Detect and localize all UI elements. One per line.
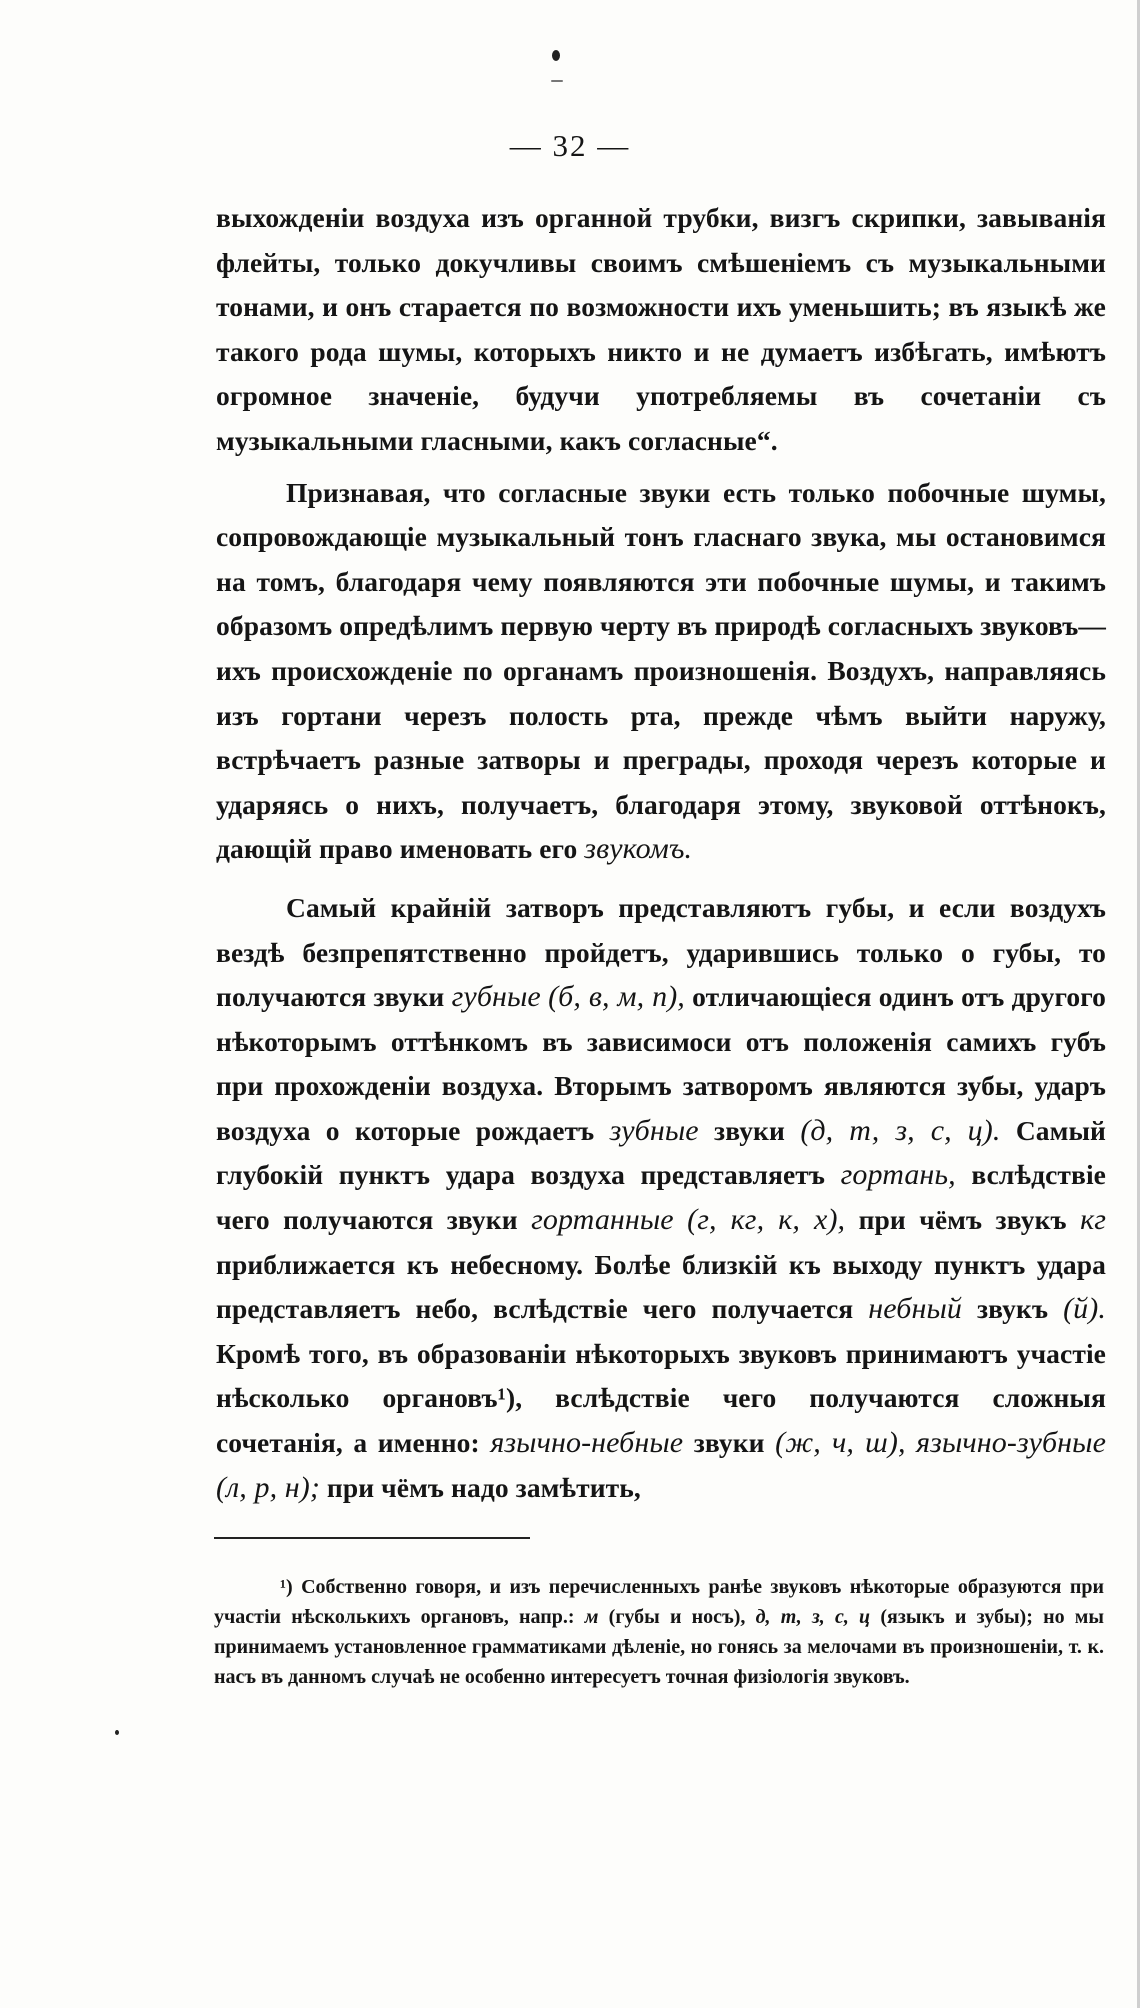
footnote-text: (языкъ и зубы); но мы принимаемъ установленное грамматиками дѣленіе, но гонясь за мелочами въ произношеніи, т. к. насъ въ данномъ случаѣ не особенно интересуетъ точная физіологія звуковъ.	[214, 1606, 1105, 1688]
page-number: — 32 —	[509, 128, 631, 163]
italic-term: зубные	[609, 1113, 699, 1147]
paragraph-text: звукъ	[976, 1293, 1049, 1325]
paragraph-text: звуки	[693, 1427, 765, 1459]
footnote-reference[interactable]: ¹),	[497, 1382, 523, 1414]
italic-term: гортань,	[840, 1158, 956, 1192]
paragraph	[216, 471, 1106, 872]
paragraph-text: приближается къ небесному. Болѣе близкій къ выходу пунктъ удара представляетъ небо, вслѣдствіе чего получается	[216, 1248, 1106, 1325]
footnote-divider	[214, 1537, 530, 1539]
italic-term: м	[584, 1606, 599, 1628]
footnote	[214, 1572, 1104, 1692]
ink-speck	[115, 1730, 119, 1735]
italic-term: кг	[1080, 1203, 1107, 1237]
paragraph: выхожденіи воздуха изъ органной трубки, визгъ скрипки, завыванія флейты, только докучливы своимъ смѣшеніемъ съ музыкальными тонами, и онъ старается по возможности ихъ уменьшить; въ языкѣ же такого рода шумы, которыхъ никто и не думаетъ избѣгать, имѣютъ огромное значеніе, будучи употребляемы въ сочетаніи съ музыкальными гласными, какъ согласные“.	[216, 202, 1106, 456]
paragraph-text: Самый глубокій пунктъ удара воздуха представляетъ	[216, 1114, 1107, 1191]
footnote-paragraph	[214, 1572, 1104, 1692]
italic-term: небный	[868, 1292, 962, 1326]
footnote-marker: ¹)	[280, 1576, 293, 1598]
paragraph-text: при чёмъ звукъ	[858, 1204, 1067, 1236]
italic-term: язычно-небные	[490, 1426, 684, 1460]
paragraph-text: Самый крайній затворъ представляютъ губы, и если воздухъ вездѣ безпрепятственно пройдетъ, ударившись только о губы, то получаются звуки	[216, 891, 1106, 1013]
italic-term: (ж, ч, ш),	[775, 1426, 906, 1460]
paragraph-text: вслѣдствіе чего получаются сложныя сочетанія, а именно:	[216, 1382, 1106, 1459]
italic-term: (б, в, м, п),	[548, 980, 685, 1014]
italic-term: (л, р, н);	[216, 1470, 320, 1504]
italic-term: (й).	[1063, 1292, 1106, 1326]
paragraph-text: звуки	[714, 1114, 785, 1146]
italic-term: язычно-зубные	[916, 1426, 1106, 1460]
ink-speck	[551, 80, 563, 82]
paragraph-text: отличающіеся одинъ отъ другого нѣкоторымъ оттѣнкомъ въ зависимоси отъ положенія самихъ губъ при прохожденіи воздуха. Вторымъ затворомъ являются зубы, ударъ воздуха о которые рождаетъ	[216, 981, 1106, 1146]
footnote-text: Собственно говоря, и изъ перечисленныхъ ранѣе звуковъ нѣкоторые образуются при участіи нѣсколькихъ органовъ, напр.:	[214, 1576, 1104, 1628]
italic-term: (д, т, з, с, ц).	[800, 1113, 1001, 1147]
paragraph-text: при чёмъ надо замѣтить,	[326, 1471, 641, 1503]
paragraph-text: Признавая, что согласные звуки есть только побочные шумы, сопровождающіе музыкальный тонъ гласнаго звука, мы остановимся на томъ, благодаря чему появляются эти побочные шумы, и такимъ образомъ опредѣлимъ первую черту въ природѣ согласныхъ звуковъ— ихъ происхожденіе по органамъ произношенія. Воздухъ, направляясь изъ гортани черезъ полость рта, прежде чѣмъ выйти наружу, встрѣчаетъ разные затворы и преграды, проходя черезъ которые и ударяясь о нихъ, получаетъ, благодаря этому, звуковой оттѣнокъ, дающій право именовать его	[216, 476, 1106, 865]
italic-term: гортанные	[531, 1203, 674, 1237]
footnote-text: (губы и носъ),	[608, 1606, 746, 1628]
italic-term: губные	[451, 980, 541, 1014]
italic-term: звукомъ.	[584, 832, 693, 866]
ink-speck	[552, 50, 560, 61]
italic-term: (г, кг, к, х),	[687, 1203, 846, 1237]
paragraph	[216, 886, 1106, 1510]
paragraph-text: вслѣдствіе чего получаются звуки	[216, 1159, 1106, 1236]
paragraph-text: Кромѣ того, въ образованіи нѣкоторыхъ звуковъ принимаютъ участіе нѣсколько органовъ	[216, 1337, 1106, 1414]
italic-term: д, т, з, с, ц	[755, 1606, 871, 1628]
body-text	[216, 196, 1106, 1510]
